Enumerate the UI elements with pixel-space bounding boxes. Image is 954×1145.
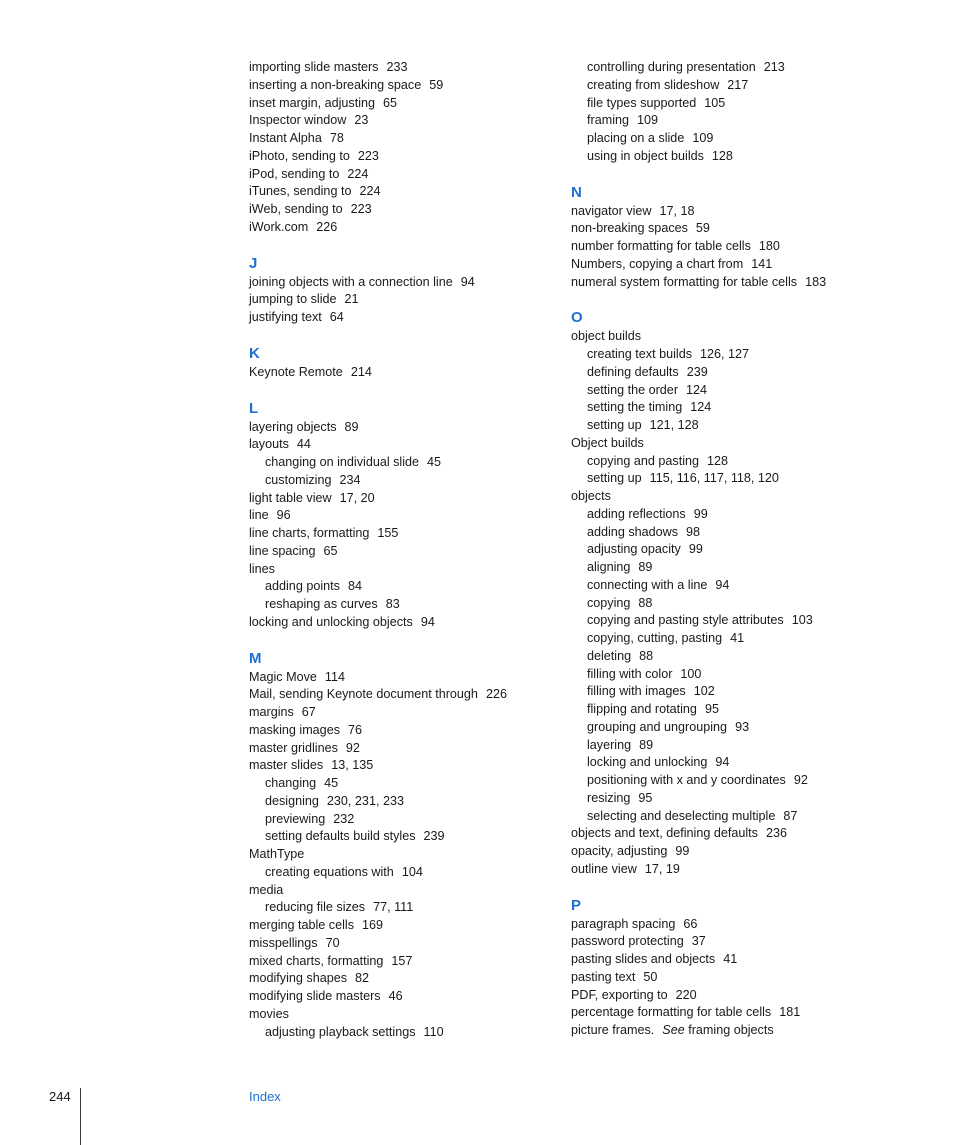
index-page-numbers[interactable]: 180 [758, 239, 780, 253]
index-page-numbers[interactable]: 114 [324, 669, 345, 684]
index-page-numbers[interactable]: 17, 18 [659, 203, 695, 218]
index-page-numbers[interactable]: 99 [693, 506, 708, 521]
index-term: positioning with x and y coordinates [587, 773, 786, 787]
index-page-numbers[interactable]: 93 [735, 719, 750, 734]
index-term: previewing [265, 811, 326, 826]
index-entry [249, 419, 579, 437]
index-entry [249, 183, 579, 201]
index-page-numbers[interactable]: 115, 116, 117, 118, 120 [649, 471, 779, 486]
index-term: Instant Alpha [249, 131, 322, 145]
index-letter-heading: L [249, 399, 259, 417]
index-page-numbers[interactable]: 169 [362, 918, 384, 932]
index-see-reference: See [662, 1023, 685, 1037]
index-term: creating from slideshow [587, 77, 720, 92]
index-entry [249, 740, 579, 758]
index-entry [571, 951, 901, 969]
index-entry [571, 969, 901, 987]
index-page-numbers[interactable]: 94 [715, 755, 730, 770]
index-page-numbers[interactable]: 181 [779, 1005, 801, 1020]
index-page-numbers[interactable]: 128 [711, 148, 733, 163]
index-page-numbers[interactable]: 44 [296, 437, 311, 452]
index-subentry [571, 453, 901, 471]
index-entry [249, 59, 579, 77]
index-entry [249, 988, 579, 1006]
index-entry [249, 490, 579, 508]
index-page-numbers[interactable]: 141 [751, 256, 773, 271]
index-term: adding shadows [587, 524, 679, 539]
index-entry [571, 488, 901, 506]
index-entry [571, 274, 901, 292]
index-term: copying, cutting, pasting [587, 631, 723, 645]
index-page-numbers[interactable]: 217 [727, 77, 749, 92]
index-entry [249, 953, 579, 971]
index-page-numbers[interactable]: 66 [683, 916, 698, 931]
index-term: password protecting [571, 934, 684, 949]
index-page-numbers[interactable]: 220 [675, 987, 697, 1002]
index-entry [249, 669, 579, 687]
index-subentry [571, 77, 901, 95]
index-page-numbers[interactable]: 213 [763, 60, 785, 74]
index-term: setting the order [587, 382, 679, 397]
index-entry [249, 364, 579, 382]
index-term: Numbers, copying a chart from [571, 256, 744, 271]
index-term: objects and text, defining defaults [571, 826, 758, 841]
index-entry [249, 882, 579, 900]
index-page-numbers[interactable]: 102 [693, 684, 715, 699]
index-term: creating equations with [265, 864, 394, 879]
index-subentry [571, 559, 901, 577]
index-page-numbers[interactable]: 89 [344, 419, 359, 434]
index-term: pasting text [571, 969, 636, 984]
index-page-numbers[interactable]: 59 [695, 221, 710, 236]
index-term: copying and pasting [587, 453, 700, 468]
index-term: outline view [571, 861, 637, 876]
index-subentry [571, 666, 901, 684]
index-term: mixed charts, formatting [249, 953, 384, 968]
index-term: justifying text [249, 310, 322, 324]
index-term: non-breaking spaces [571, 221, 688, 236]
index-subentry [571, 737, 901, 755]
index-term: media [249, 882, 284, 897]
index-page-numbers[interactable]: 99 [675, 844, 690, 858]
index-term: placing on a slide [587, 131, 685, 145]
index-subentry [571, 754, 901, 772]
footer-divider [80, 1088, 81, 1145]
index-entry [249, 166, 579, 184]
index-term: inset margin, adjusting [249, 95, 376, 110]
index-term: locking and unlocking objects [249, 614, 413, 629]
index-term: pasting slides and objects [571, 952, 716, 966]
index-column-left [249, 59, 579, 1041]
index-page-numbers[interactable]: 89 [638, 560, 653, 574]
index-entry [249, 148, 579, 166]
index-page-numbers[interactable]: 87 [783, 808, 798, 823]
index-subentry [571, 112, 901, 130]
index-term: percentage formatting for table cells [571, 1005, 772, 1020]
index-term: number formatting for table cells [571, 239, 751, 253]
footer-section-link[interactable]: Index [249, 1089, 281, 1104]
index-page-numbers[interactable]: 94 [420, 614, 435, 629]
index-term: iTunes, sending to [249, 184, 352, 199]
index-term: paragraph spacing [571, 916, 676, 931]
index-entry [571, 987, 901, 1005]
index-term: adding points [265, 579, 340, 594]
index-subentry [571, 346, 901, 364]
index-page-numbers[interactable]: 41 [730, 631, 745, 645]
index-term: designing [265, 793, 319, 808]
index-term: changing [265, 776, 317, 790]
index-page-numbers[interactable]: 94 [715, 577, 730, 592]
index-letter-heading: N [571, 183, 582, 201]
index-page-numbers[interactable]: 128 [707, 453, 729, 468]
index-subentry [571, 382, 901, 400]
index-entry [571, 203, 901, 221]
index-entry [249, 686, 579, 704]
index-term: navigator view [571, 203, 652, 218]
index-page-numbers[interactable]: 88 [639, 648, 654, 663]
index-term: flipping and rotating [587, 702, 697, 716]
index-letter-heading: M [249, 649, 262, 667]
index-term: modifying shapes [249, 971, 348, 986]
index-entry [571, 916, 901, 934]
index-term: connecting with a line [587, 577, 708, 592]
index-entry [249, 219, 579, 237]
index-page-numbers[interactable]: 124 [686, 382, 708, 397]
index-term: setting up [587, 471, 642, 486]
index-entry [571, 220, 901, 238]
index-page-numbers[interactable]: 65 [323, 543, 338, 558]
index-page-numbers[interactable]: 224 [347, 166, 369, 181]
index-term: defining defaults [587, 364, 679, 379]
index-page-numbers[interactable]: 99 [688, 542, 703, 557]
index-term: adjusting playback settings [265, 1024, 416, 1039]
index-term: misspellings [249, 935, 318, 950]
index-page-numbers[interactable]: 92 [345, 740, 360, 755]
index-subentry [571, 524, 901, 542]
index-term: Mail, sending Keynote document through [249, 687, 478, 702]
index-subentry [571, 701, 901, 719]
index-page-numbers[interactable]: 110 [423, 1024, 444, 1039]
index-page-numbers[interactable]: 223 [350, 202, 372, 216]
index-term: Object builds [571, 435, 644, 450]
index-page-numbers[interactable]: 226 [316, 219, 338, 234]
index-page-numbers[interactable]: 89 [639, 737, 654, 752]
index-entry [249, 291, 579, 309]
index-entry [249, 846, 579, 864]
index-entry [249, 704, 579, 722]
index-term: layering [587, 737, 632, 752]
index-term: changing on individual slide [265, 455, 420, 469]
index-subentry [249, 899, 579, 917]
index-subentry [249, 793, 579, 811]
index-page-numbers[interactable]: 65 [383, 95, 398, 110]
index-page-numbers[interactable]: 45 [427, 455, 442, 469]
index-subentry [249, 828, 579, 846]
index-page-numbers[interactable]: 233 [386, 60, 408, 74]
index-term: lines [249, 561, 275, 576]
index-term: Inspector window [249, 113, 347, 128]
index-entry [571, 1004, 901, 1022]
index-page-numbers[interactable]: 76 [348, 722, 363, 737]
index-page-numbers[interactable]: 64 [329, 310, 344, 324]
index-page-numbers[interactable]: 100 [680, 666, 702, 681]
index-page-numbers[interactable]: 13, 135 [331, 758, 374, 773]
index-subentry [571, 577, 901, 595]
index-entry [571, 825, 901, 843]
index-page-numbers[interactable]: 109 [692, 131, 714, 145]
index-see-target[interactable]: framing objects [684, 1023, 774, 1037]
index-term: setting defaults build styles [265, 829, 416, 844]
index-page-numbers[interactable]: 223 [357, 148, 379, 163]
index-entry [249, 112, 579, 130]
index-term: setting the timing [587, 400, 683, 415]
index-page-numbers[interactable]: 214 [350, 364, 372, 379]
index-letter-heading: K [249, 344, 260, 362]
index-page-numbers[interactable]: 183 [805, 274, 827, 289]
index-term: line spacing [249, 543, 316, 558]
index-page-numbers[interactable]: 104 [401, 864, 423, 879]
index-page-numbers[interactable]: 45 [324, 776, 339, 790]
index-term: controlling during presentation [587, 60, 756, 74]
index-subentry [571, 790, 901, 808]
index-page-numbers[interactable]: 46 [388, 989, 403, 1003]
index-page-numbers[interactable]: 94 [460, 274, 475, 289]
index-subentry [571, 417, 901, 435]
index-letter-heading: O [571, 309, 583, 327]
index-term: jumping to slide [249, 292, 337, 307]
index-entry [249, 436, 579, 454]
index-term: joining objects with a connection line [249, 274, 453, 289]
index-term: master slides [249, 758, 324, 773]
index-page-numbers[interactable]: 92 [793, 773, 808, 787]
index-page-numbers[interactable]: 17, 19 [644, 861, 680, 876]
index-entry [571, 843, 901, 861]
index-page-numbers[interactable]: 155 [377, 526, 399, 540]
index-term: iPod, sending to [249, 166, 340, 181]
index-term: deleting [587, 648, 632, 663]
index-term: Keynote Remote [249, 364, 343, 379]
index-subentry [571, 595, 901, 613]
index-term: reducing file sizes [265, 900, 366, 915]
index-term: filling with color [587, 666, 673, 681]
index-term: PDF, exporting to [571, 987, 668, 1002]
index-term: movies [249, 1006, 289, 1021]
index-entry [571, 861, 901, 879]
index-subentry [249, 1024, 579, 1042]
index-page-numbers[interactable]: 126, 127 [700, 347, 750, 361]
index-term: iPhoto, sending to [249, 148, 350, 163]
index-term: margins [249, 705, 294, 719]
index-subentry [571, 130, 901, 148]
index-page-numbers[interactable]: 96 [276, 508, 291, 523]
index-term: modifying slide masters [249, 989, 381, 1003]
index-page-numbers[interactable]: 59 [429, 77, 444, 92]
index-term: aligning [587, 560, 631, 574]
index-entry [249, 543, 579, 561]
index-page-numbers[interactable]: 103 [791, 613, 813, 628]
index-entry [249, 970, 579, 988]
index-term: reshaping as curves [265, 597, 378, 611]
index-page-numbers[interactable]: 50 [643, 969, 658, 984]
index-term: iWeb, sending to [249, 202, 343, 216]
index-letter-heading: P [571, 896, 582, 914]
index-page-numbers[interactable]: 77, 111 [373, 900, 414, 915]
index-entry [249, 917, 579, 935]
index-term: object builds [571, 329, 642, 344]
index-page-numbers[interactable]: 234 [339, 472, 361, 487]
index-entry [249, 309, 579, 327]
index-page-numbers[interactable]: 23 [354, 113, 369, 128]
index-term: setting up [587, 418, 642, 432]
index-page-numbers[interactable]: 95 [704, 702, 719, 716]
index-page-numbers[interactable]: 105 [704, 95, 726, 110]
index-entry [249, 935, 579, 953]
index-term: creating text builds [587, 347, 693, 361]
index-term: filling with images [587, 684, 686, 699]
index-entry [249, 201, 579, 219]
index-page-numbers[interactable]: 84 [347, 579, 362, 594]
page-number: 244 [49, 1089, 71, 1104]
index-page-numbers[interactable]: 121, 128 [649, 418, 699, 432]
index-term: layering objects [249, 419, 337, 434]
index-subentry [571, 148, 901, 166]
index-term: copying and pasting style attributes [587, 613, 784, 628]
index-page-numbers[interactable]: 239 [423, 829, 445, 844]
index-term: locking and unlocking [587, 755, 708, 770]
index-term: file types supported [587, 95, 697, 110]
index-entry [571, 328, 901, 346]
index-term: copying [587, 595, 631, 610]
index-subentry [249, 811, 579, 829]
index-subentry [571, 95, 901, 113]
index-term: line [249, 508, 269, 523]
index-entry [571, 435, 901, 453]
index-entry [571, 1022, 901, 1040]
index-subentry [249, 578, 579, 596]
index-subentry [249, 454, 579, 472]
index-term: grouping and ungrouping [587, 719, 728, 734]
index-page-numbers[interactable]: 95 [638, 790, 653, 805]
index-entry [249, 95, 579, 113]
index-term: adding reflections [587, 506, 686, 521]
index-page-numbers[interactable]: 239 [686, 364, 708, 379]
index-page-numbers[interactable]: 82 [355, 971, 370, 986]
index-subentry [571, 719, 901, 737]
index-entry [249, 274, 579, 292]
index-subentry [571, 630, 901, 648]
index-subentry [249, 472, 579, 490]
index-term: framing [587, 113, 629, 128]
index-letter-heading: J [249, 254, 258, 272]
index-page-numbers[interactable]: 78 [329, 131, 344, 145]
index-page-numbers[interactable]: 124 [690, 400, 712, 415]
index-entry [249, 757, 579, 775]
index-entry [249, 561, 579, 579]
index-term: selecting and deselecting multiple [587, 808, 776, 823]
index-page-numbers[interactable]: 70 [325, 935, 340, 950]
index-term: objects [571, 489, 611, 503]
index-term: customizing [265, 472, 332, 487]
index-term: master gridlines [249, 740, 338, 755]
index-column-right [571, 59, 901, 1040]
index-subentry [571, 612, 901, 630]
index-entry [249, 1006, 579, 1024]
index-page-numbers[interactable]: 83 [385, 597, 400, 611]
index-term: layouts [249, 437, 289, 452]
index-subentry [249, 864, 579, 882]
index-term: light table view [249, 490, 332, 505]
index-term: iWork.com [249, 219, 309, 234]
index-page-numbers[interactable]: 109 [637, 113, 659, 128]
index-page-numbers[interactable]: 21 [344, 292, 359, 307]
index-page-numbers[interactable]: 226 [485, 687, 507, 702]
index-entry [249, 507, 579, 525]
index-term: Magic Move [249, 669, 317, 684]
index-term: numeral system formatting for table cells [571, 274, 798, 289]
index-term: opacity, adjusting [571, 844, 668, 858]
index-term: adjusting opacity [587, 542, 681, 557]
index-subentry [571, 772, 901, 790]
index-page-numbers[interactable]: 157 [391, 953, 413, 968]
index-subentry [571, 648, 901, 666]
index-subentry [571, 808, 901, 826]
index-subentry [571, 541, 901, 559]
index-term: line charts, formatting [249, 526, 370, 540]
index-page-numbers[interactable]: 88 [638, 595, 653, 610]
index-term: using in object builds [587, 148, 704, 163]
index-page-numbers[interactable]: 236 [765, 826, 787, 841]
index-page-numbers[interactable]: 230, 231, 233 [326, 793, 404, 808]
index-term: importing slide masters [249, 60, 379, 74]
index-page-numbers[interactable]: 17, 20 [339, 490, 375, 505]
index-page-numbers[interactable]: 37 [691, 934, 706, 949]
index-subentry [571, 399, 901, 417]
index-term: masking images [249, 722, 340, 737]
index-term: picture frames. [571, 1023, 655, 1037]
index-subentry [571, 364, 901, 382]
index-page-numbers[interactable]: 224 [359, 184, 381, 199]
index-page-numbers[interactable]: 232 [333, 811, 355, 826]
index-subentry [571, 59, 901, 77]
index-term: resizing [587, 790, 631, 805]
index-page-numbers[interactable]: 98 [686, 524, 701, 539]
index-entry [249, 525, 579, 543]
index-entry [249, 722, 579, 740]
index-entry [571, 238, 901, 256]
index-subentry [571, 470, 901, 488]
index-subentry [249, 775, 579, 793]
index-entry [249, 614, 579, 632]
index-entry [571, 256, 901, 274]
index-term: MathType [249, 847, 305, 861]
index-page-numbers[interactable]: 41 [723, 952, 738, 966]
index-term: merging table cells [249, 918, 354, 932]
index-subentry [571, 683, 901, 701]
index-subentry [249, 596, 579, 614]
index-entry [249, 77, 579, 95]
index-entry [571, 933, 901, 951]
index-subentry [571, 506, 901, 524]
index-term: inserting a non-breaking space [249, 77, 422, 92]
index-page-numbers[interactable]: 67 [301, 705, 316, 719]
index-entry [249, 130, 579, 148]
